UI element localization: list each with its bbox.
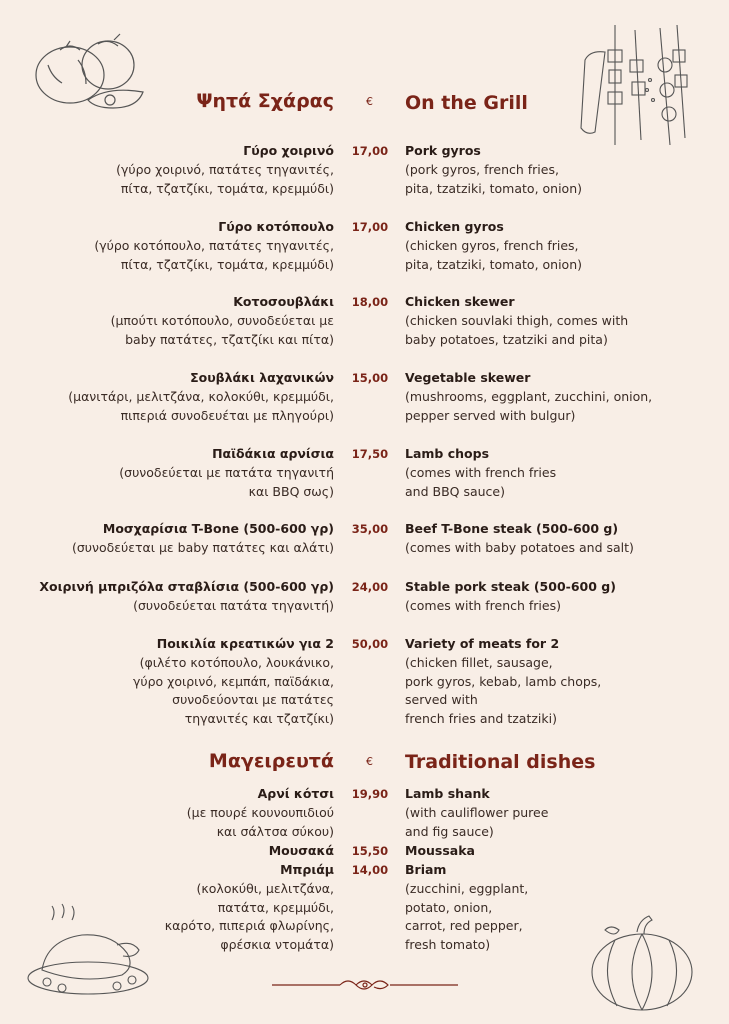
item-name-en: Briam: [405, 862, 447, 877]
item-english: [405, 520, 725, 558]
item-name-gr: Κοτοσουβλάκι: [233, 294, 334, 309]
item-desc-en: (comes with baby potatoes and salt): [405, 539, 634, 555]
item-price: 15,00: [351, 371, 389, 385]
item-price: 17,00: [351, 220, 389, 234]
item-name-en: Variety of meats for 2: [405, 636, 560, 651]
item-desc-gr: πιπεριά συνοδευέται με πληγούρι): [120, 407, 334, 423]
item-desc-en: (with cauliflower puree: [405, 804, 549, 820]
item-name-en: Stable pork steak (500-600 g): [405, 579, 616, 594]
item-english: [405, 142, 725, 198]
item-desc-gr: (φιλέτο κοτόπουλο, λουκάνικο,: [139, 654, 334, 670]
item-desc-en: (chicken fillet, sausage,: [405, 654, 553, 670]
item-desc-en: baby potatoes, tzatziki and pita): [405, 331, 608, 347]
item-price: 17,00: [351, 144, 389, 158]
item-price: 35,00: [351, 522, 389, 536]
item-desc-gr: (με πουρέ κουνουπιδιού: [186, 804, 334, 820]
item-name-gr: Ποικιλία κρεατικών για 2: [156, 636, 334, 651]
item-price: 24,00: [351, 580, 389, 594]
item-name-gr: Γύρο χοιρινό: [243, 143, 334, 158]
item-price: 17,50: [351, 447, 389, 461]
item-english: [405, 785, 725, 841]
item-name-gr: Μπριάμ: [280, 862, 334, 877]
item-desc-en: fresh tomato): [405, 937, 491, 953]
item-english: [405, 445, 725, 501]
item-desc-en: (mushrooms, eggplant, zucchini, onion,: [405, 388, 653, 404]
grill-title-gr: Ψητά Σχάρας: [196, 90, 334, 112]
item-english: [405, 861, 725, 955]
item-desc-gr: συνοδεύονται με πατάτες: [172, 692, 334, 708]
item-desc-en: (zucchini, eggplant,: [405, 880, 529, 896]
item-name-en: Pork gyros: [405, 143, 481, 158]
item-name-gr: Χοιρινή μπριζόλα σταβλίσια (500-600 γρ): [39, 579, 334, 594]
item-price: 50,00: [351, 637, 389, 651]
item-greek: [4, 520, 334, 558]
item-desc-en: and BBQ sauce): [405, 483, 505, 499]
tomato-illustration-icon: [28, 20, 153, 115]
item-desc-en: potato, onion,: [405, 899, 493, 915]
traditional-currency: €: [366, 755, 373, 768]
ornamental-divider-icon: [270, 975, 460, 995]
item-desc-en: (comes with french fries): [405, 597, 561, 613]
item-price: 15,50: [351, 844, 389, 858]
item-desc-en: pork gyros, kebab, lamb chops,: [405, 673, 602, 689]
item-desc-gr: (γύρο κοτόπουλο, πατάτες τηγανιτές,: [94, 237, 334, 253]
item-english: [405, 218, 725, 274]
item-greek: [4, 445, 334, 501]
item-desc-gr: (μπούτι κοτόπουλο, συνοδεύεται με: [110, 312, 334, 328]
item-desc-gr: και σάλτσα σύκου): [216, 823, 334, 839]
item-greek: [4, 861, 334, 955]
item-desc-gr: baby πατάτες, τζατζίκι και πίτα): [125, 331, 334, 347]
skewers-illustration-icon: [575, 20, 700, 160]
item-desc-gr: καρότο, πιπεριά φλωρίνης,: [164, 918, 334, 934]
item-price: 19,90: [351, 787, 389, 801]
item-desc-gr: (συνοδεύεται πατάτα τηγανιτή): [133, 597, 334, 613]
item-desc-en: (comes with french fries: [405, 464, 557, 480]
item-desc-gr: πίτα, τζατζίκι, τομάτα, κρεμμύδι): [120, 180, 334, 196]
traditional-title-gr: Μαγειρευτά: [208, 750, 334, 772]
item-desc-gr: (συνοδεύεται με baby πατάτες και αλάτι): [71, 539, 334, 555]
item-greek: [4, 635, 334, 729]
item-name-en: Moussaka: [405, 843, 475, 858]
item-desc-gr: τηγανιτές και τζατζίκι): [184, 711, 334, 727]
item-desc-en: french fries and tzatziki): [405, 711, 557, 727]
item-desc-gr: και BBQ σως): [248, 483, 334, 499]
item-name-gr: Αρνί κότσι: [257, 786, 334, 801]
item-name-gr: Σουβλάκι λαχανικών: [190, 370, 334, 385]
item-desc-gr: (γύρο χοιρινό, πατάτες τηγανιτές,: [116, 161, 334, 177]
item-greek: [4, 578, 334, 616]
item-name-en: Chicken gyros: [405, 219, 504, 234]
item-name-en: Lamb shank: [405, 786, 490, 801]
item-desc-gr: γύρο χοιρινό, κεμπάπ, παϊδάκια,: [132, 673, 334, 689]
item-desc-gr: (μανιτάρι, μελιτζάνα, κολοκύθι, κρεμμύδι,: [68, 388, 334, 404]
item-desc-en: pita, tzatziki, tomato, onion): [405, 180, 583, 196]
item-desc-en: served with: [405, 692, 478, 708]
item-greek: [4, 369, 334, 425]
item-desc-gr: (συνοδεύεται με πατάτα τηγανιτή: [119, 464, 334, 480]
item-desc-en: pita, tzatziki, tomato, onion): [405, 256, 583, 272]
item-greek: [4, 142, 334, 198]
item-greek: [4, 293, 334, 349]
item-name-en: Chicken skewer: [405, 294, 515, 309]
item-greek: [4, 785, 334, 841]
item-name-en: Vegetable skewer: [405, 370, 531, 385]
item-name-en: Beef T-Bone steak (500-600 g): [405, 521, 619, 536]
item-name-gr: Μοσχαρίσια T-Bone (500-600 γρ): [102, 521, 334, 536]
item-price: 14,00: [351, 863, 389, 877]
item-english: [405, 578, 725, 616]
grill-currency: €: [366, 95, 373, 108]
item-desc-en: (chicken gyros, french fries,: [405, 237, 579, 253]
item-desc-en: and fig sauce): [405, 823, 494, 839]
item-desc-en: (pork gyros, french fries,: [405, 161, 559, 177]
item-name-gr: Μουσακά: [268, 843, 334, 858]
item-desc-en: (chicken souvlaki thigh, comes with: [405, 312, 629, 328]
item-desc-gr: πατάτα, κρεμμύδι,: [217, 899, 334, 915]
item-desc-en: pepper served with bulgur): [405, 407, 576, 423]
item-english: [405, 635, 725, 729]
traditional-title-en: Traditional dishes: [405, 751, 596, 773]
item-desc-gr: (κολοκύθι, μελιτζάνα,: [196, 880, 334, 896]
item-english: [405, 842, 725, 861]
item-greek: [4, 842, 334, 861]
grill-title-en: On the Grill: [405, 92, 528, 114]
item-english: [405, 369, 725, 425]
item-desc-gr: πίτα, τζατζίκι, τομάτα, κρεμμύδι): [120, 256, 334, 272]
item-name-gr: Γύρο κοτόπουλο: [218, 219, 334, 234]
item-name-en: Lamb chops: [405, 446, 490, 461]
item-english: [405, 293, 725, 349]
item-desc-gr: φρέσκια ντομάτα): [220, 937, 334, 953]
item-desc-en: carrot, red pepper,: [405, 918, 523, 934]
item-name-gr: Παϊδάκια αρνίσια: [212, 446, 334, 461]
item-price: 18,00: [351, 295, 389, 309]
item-greek: [4, 218, 334, 274]
